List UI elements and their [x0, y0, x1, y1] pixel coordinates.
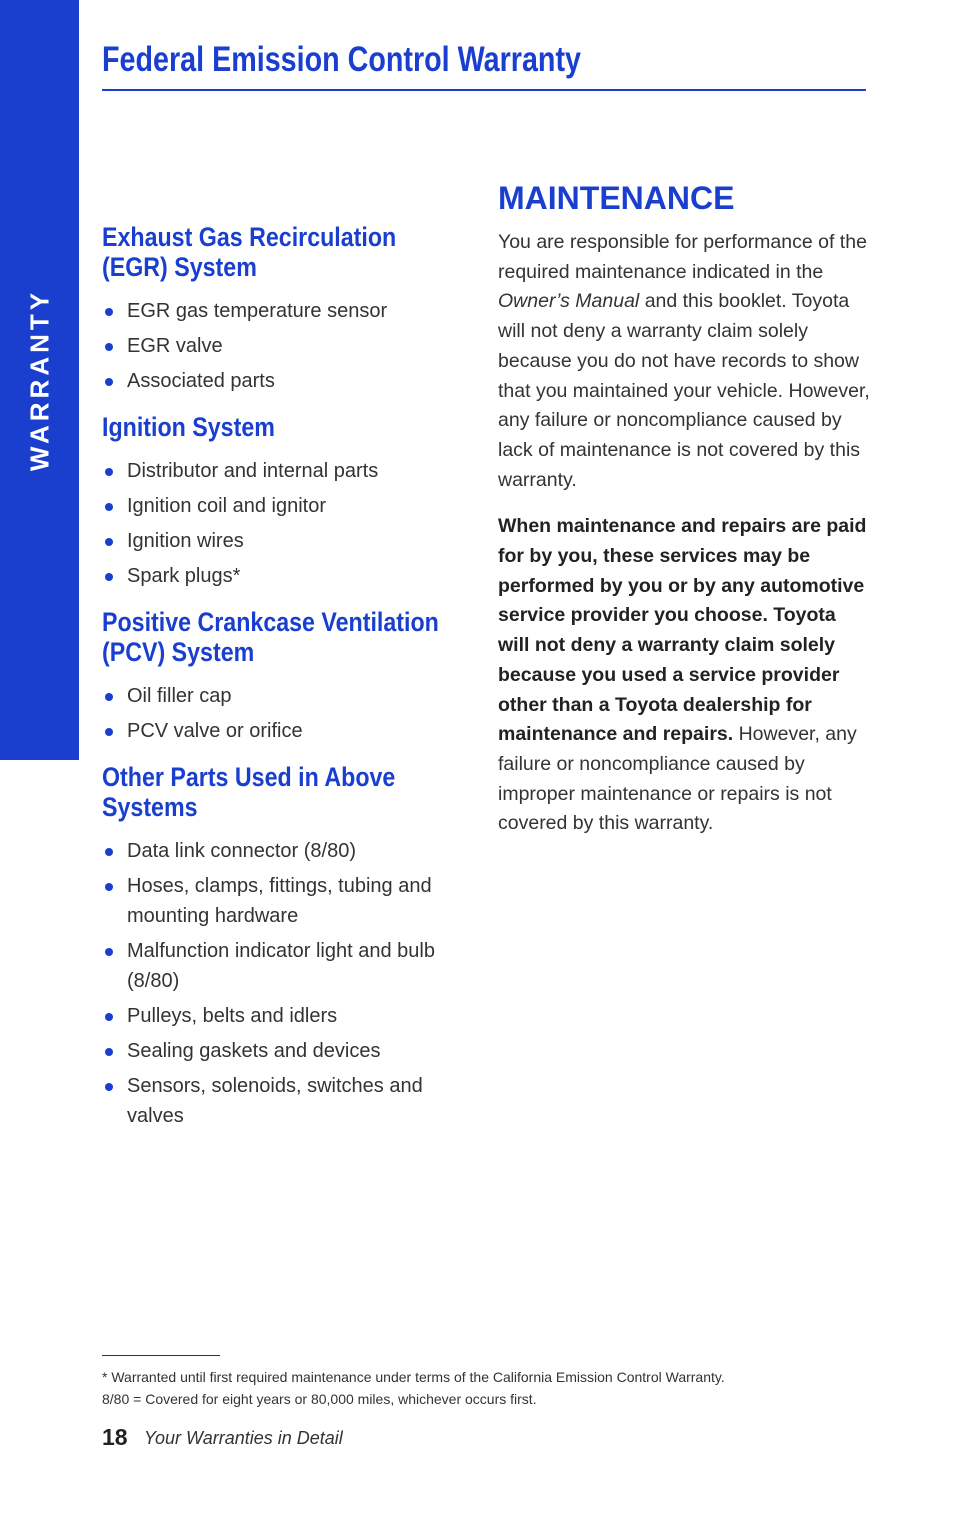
egr-list — [102, 296, 452, 396]
list-item: Sealing gaskets and devices — [102, 1036, 452, 1066]
list-item: Ignition coil and ignitor — [102, 491, 452, 521]
bullet-icon — [105, 848, 113, 856]
bullet-icon — [105, 1083, 113, 1091]
bullet-icon — [105, 538, 113, 546]
pcv-list — [102, 681, 452, 746]
maintenance-emphasis: When maintenance and repairs are paid for by you, these services may be performed by you or by any automotive service provider you choose. Toyota will not deny a warranty claim solely because you used a service provider other than a Toyota dealership for maintenance and repairs. — [498, 515, 867, 746]
list-item: EGR gas temperature sensor — [102, 296, 452, 326]
bullet-icon — [105, 503, 113, 511]
list-item: Oil filler cap — [102, 681, 452, 711]
left-column — [102, 222, 452, 1147]
side-tab — [0, 0, 79, 760]
section-heading-ignition: Ignition System — [102, 412, 275, 442]
bullet-icon — [105, 693, 113, 701]
maintenance-paragraph-1: You are responsible for performance of the required maintenance indicated in the Owner’s Manual and this booklet. Toyota will not deny a warranty claim solely because you do not have records to show that you maintained your vehicle. However, any failure or noncompliance caused by lack of maintenance is not covered by this warranty. — [498, 231, 870, 491]
list-item: Malfunction indicator light and bulb (8/80) — [102, 936, 452, 996]
section-heading-pcv: Positive Crankcase Ventilation (PCV) System — [102, 607, 439, 667]
list-item: PCV valve or orifice — [102, 716, 452, 746]
title-divider — [102, 89, 866, 91]
bullet-icon — [105, 1013, 113, 1021]
bullet-icon — [105, 468, 113, 476]
owners-manual-title: Owner’s Manual — [498, 290, 640, 313]
list-item: Hoses, clamps, fittings, tubing and mounting hardware — [102, 871, 452, 931]
page-number: 18 — [102, 1424, 128, 1450]
list-item: Spark plugs* — [102, 561, 452, 591]
bullet-icon — [105, 883, 113, 891]
list-item: Associated parts — [102, 366, 452, 396]
bullet-icon — [105, 948, 113, 956]
ignition-list — [102, 456, 452, 591]
footnote-8-80: 8/80 = Covered for eight years or 80,000 miles, whichever occurs first. — [102, 1391, 537, 1407]
section-heading-other-parts: Other Parts Used in Above Systems — [102, 762, 396, 822]
bullet-icon — [105, 728, 113, 736]
page-title: Federal Emission Control Warranty — [102, 40, 581, 79]
list-item: Ignition wires — [102, 526, 452, 556]
bullet-icon — [105, 1048, 113, 1056]
maintenance-heading: MAINTENANCE — [498, 180, 735, 216]
section-heading-egr: Exhaust Gas Recirculation (EGR) System — [102, 222, 397, 282]
bullet-icon — [105, 308, 113, 316]
footnotes — [102, 1366, 725, 1410]
footer-section-title: Your Warranties in Detail — [144, 1428, 343, 1448]
right-column — [498, 180, 870, 856]
bullet-icon — [105, 573, 113, 581]
list-item: Sensors, solenoids, switches and valves — [102, 1071, 452, 1131]
bullet-icon — [105, 343, 113, 351]
footnote-asterisk: * Warranted until first required maintenance under terms of the California Emission Control Warranty. — [102, 1369, 725, 1385]
bullet-icon — [105, 378, 113, 386]
side-tab-label: WARRANTY — [24, 288, 55, 472]
footnote-divider — [102, 1355, 220, 1356]
list-item: Distributor and internal parts — [102, 456, 452, 486]
list-item: Data link connector (8/80) — [102, 836, 452, 866]
other-parts-list — [102, 836, 452, 1131]
list-item: Pulleys, belts and idlers — [102, 1001, 452, 1031]
maintenance-paragraph-2: When maintenance and repairs are paid for by you, these services may be performed by you or by any automotive service provider you choose. Toyota will not deny a warranty claim solely because you used a service provider other than a Toyota dealership for maintenance and repairs. However, any failure or noncompliance caused by improper maintenance or repairs is not covered by this warranty. — [498, 515, 867, 835]
list-item: EGR valve — [102, 331, 452, 361]
